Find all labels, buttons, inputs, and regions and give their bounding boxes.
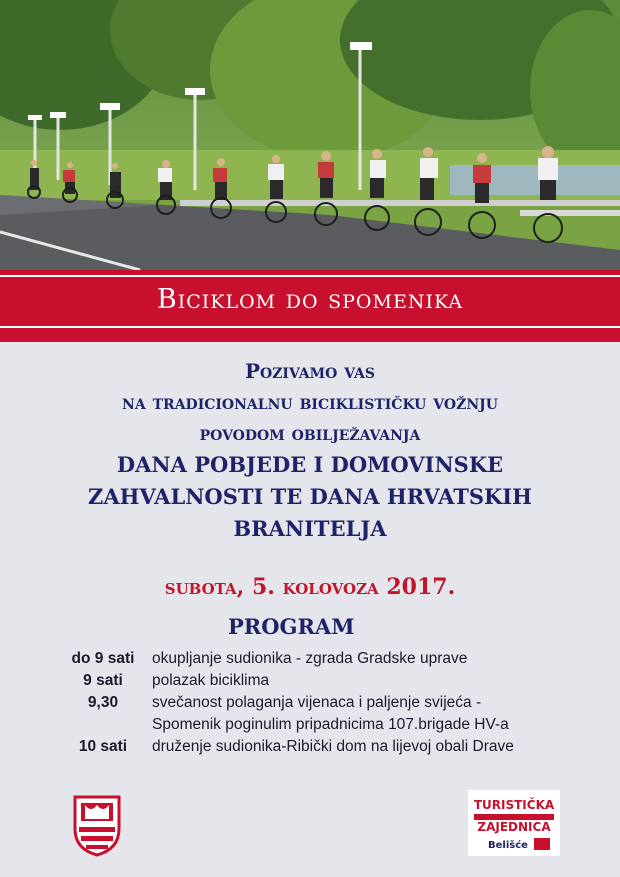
schedule-time: 9 sati	[83, 672, 123, 689]
tz-logo-line-2: ZAJEDNICA	[477, 820, 551, 834]
schedule-time: 10 sati	[78, 738, 128, 755]
city-coat-of-arms-logo	[73, 795, 121, 861]
invitation-line-1: Pozivamo vas	[244, 359, 376, 383]
schedule-desc: druženje sudionika-Ribički dom na lijevoj obali Drave	[152, 738, 514, 755]
schedule-row	[60, 672, 580, 694]
tz-logo-line-3: Belišće	[488, 840, 528, 851]
invitation-line-2: na tradicionalnu biciklističku vožnju	[122, 390, 498, 414]
schedule-row	[60, 650, 580, 672]
invitation-line-5: ZAHVALNOSTI TE DANA HRVATSKIH	[88, 484, 532, 509]
schedule-time: 9,30	[87, 694, 119, 711]
program-heading: PROGRAM	[228, 614, 355, 639]
title-banner	[0, 270, 620, 342]
cyclists-photo	[0, 0, 620, 270]
schedule-desc: svečanost polaganja vijenaca i paljenje svijeća -	[152, 694, 482, 711]
tourist-board-logo	[468, 790, 560, 860]
schedule-desc: Spomenik poginulim pripadnicima 107.brigade HV-a	[152, 716, 509, 733]
invitation-text	[0, 356, 620, 545]
event-date: subota, 5. kolovoza 2017.	[164, 574, 456, 600]
poster-title: Biciklom do spomenika	[156, 284, 464, 315]
invitation-line-6: BRANITELJA	[233, 516, 387, 541]
schedule-time: do 9 sati	[71, 650, 135, 667]
schedule-row	[60, 694, 580, 716]
banner-bottom-rule	[0, 326, 620, 328]
schedule-row	[60, 716, 580, 738]
program-schedule	[60, 650, 580, 760]
schedule-row	[60, 738, 580, 760]
schedule-desc: polazak biciklima	[152, 672, 270, 689]
invitation-line-4: DANA POBJEDE I DOMOVINSKE	[116, 452, 504, 477]
tz-logo-line-1: TURISTIČKA	[473, 798, 555, 812]
invitation-line-3: povodom obilježavanja	[199, 421, 421, 445]
banner-top-rule	[0, 275, 620, 277]
schedule-desc: okupljanje sudionika - zgrada Gradske uprave	[152, 650, 468, 667]
